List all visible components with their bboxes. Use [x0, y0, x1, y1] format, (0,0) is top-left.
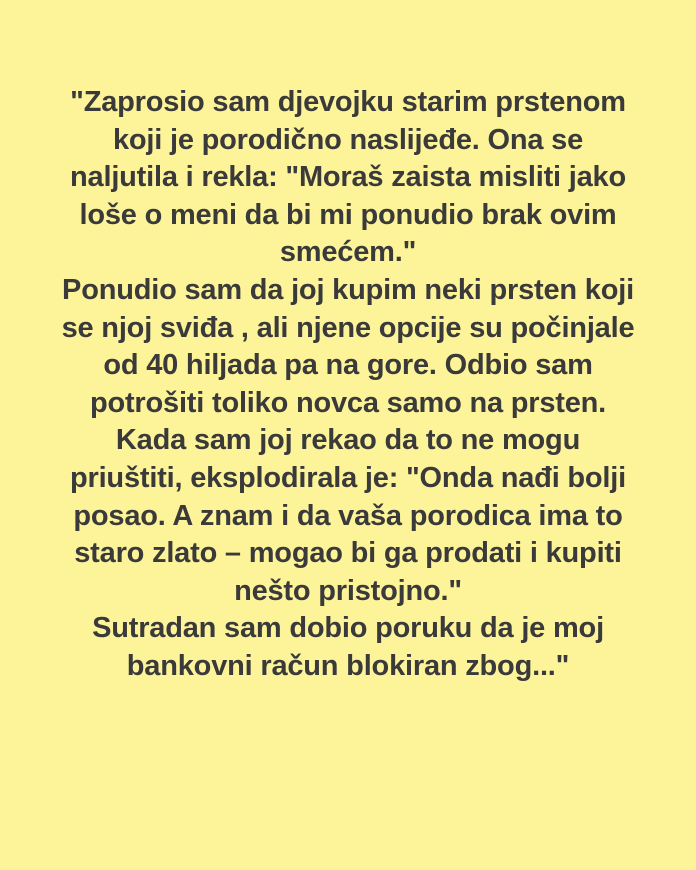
story-line-4: loše o meni da bi mi ponudio brak ovim [79, 198, 617, 231]
story-line-1: "Zaprosio sam djevojku starim prstenom [70, 86, 626, 118]
story-line-6: Ponudio sam da joj kupim neki prsten koji [62, 273, 634, 306]
story-line-10: Kada sam joj rekao da to ne mogu [115, 424, 581, 457]
story-text [18, 84, 678, 686]
story-line-12: posao. A znam i da vaša porodica ima to [73, 499, 623, 532]
story-line-7: se njoj sviđa , ali njene opcije su počinjale [61, 311, 635, 344]
story-line-5: smećem." [279, 236, 417, 269]
story-line-15: Sutradan sam dobio poruku da je moj [92, 612, 604, 645]
story-line-9: potrošiti toliko novca samo na prsten. [89, 386, 607, 419]
story-line-14: nešto pristojno." [234, 574, 462, 607]
story-line-11: priuštiti, eksplodirala je: "Onda nađi bolji [69, 461, 627, 494]
story-line-16: bankovni račun blokiran zbog..." [126, 649, 570, 682]
story-line-3: naljutila i rekla: "Moraš zaista misliti jako [70, 161, 626, 194]
story-line-2: koji je porodično naslijeđe. Ona se [112, 123, 583, 156]
story-line-13: staro zlato – mogao bi ga prodati i kupiti [74, 537, 622, 570]
story-line-8: od 40 hiljada pa na gore. Odbio sam [103, 349, 593, 382]
